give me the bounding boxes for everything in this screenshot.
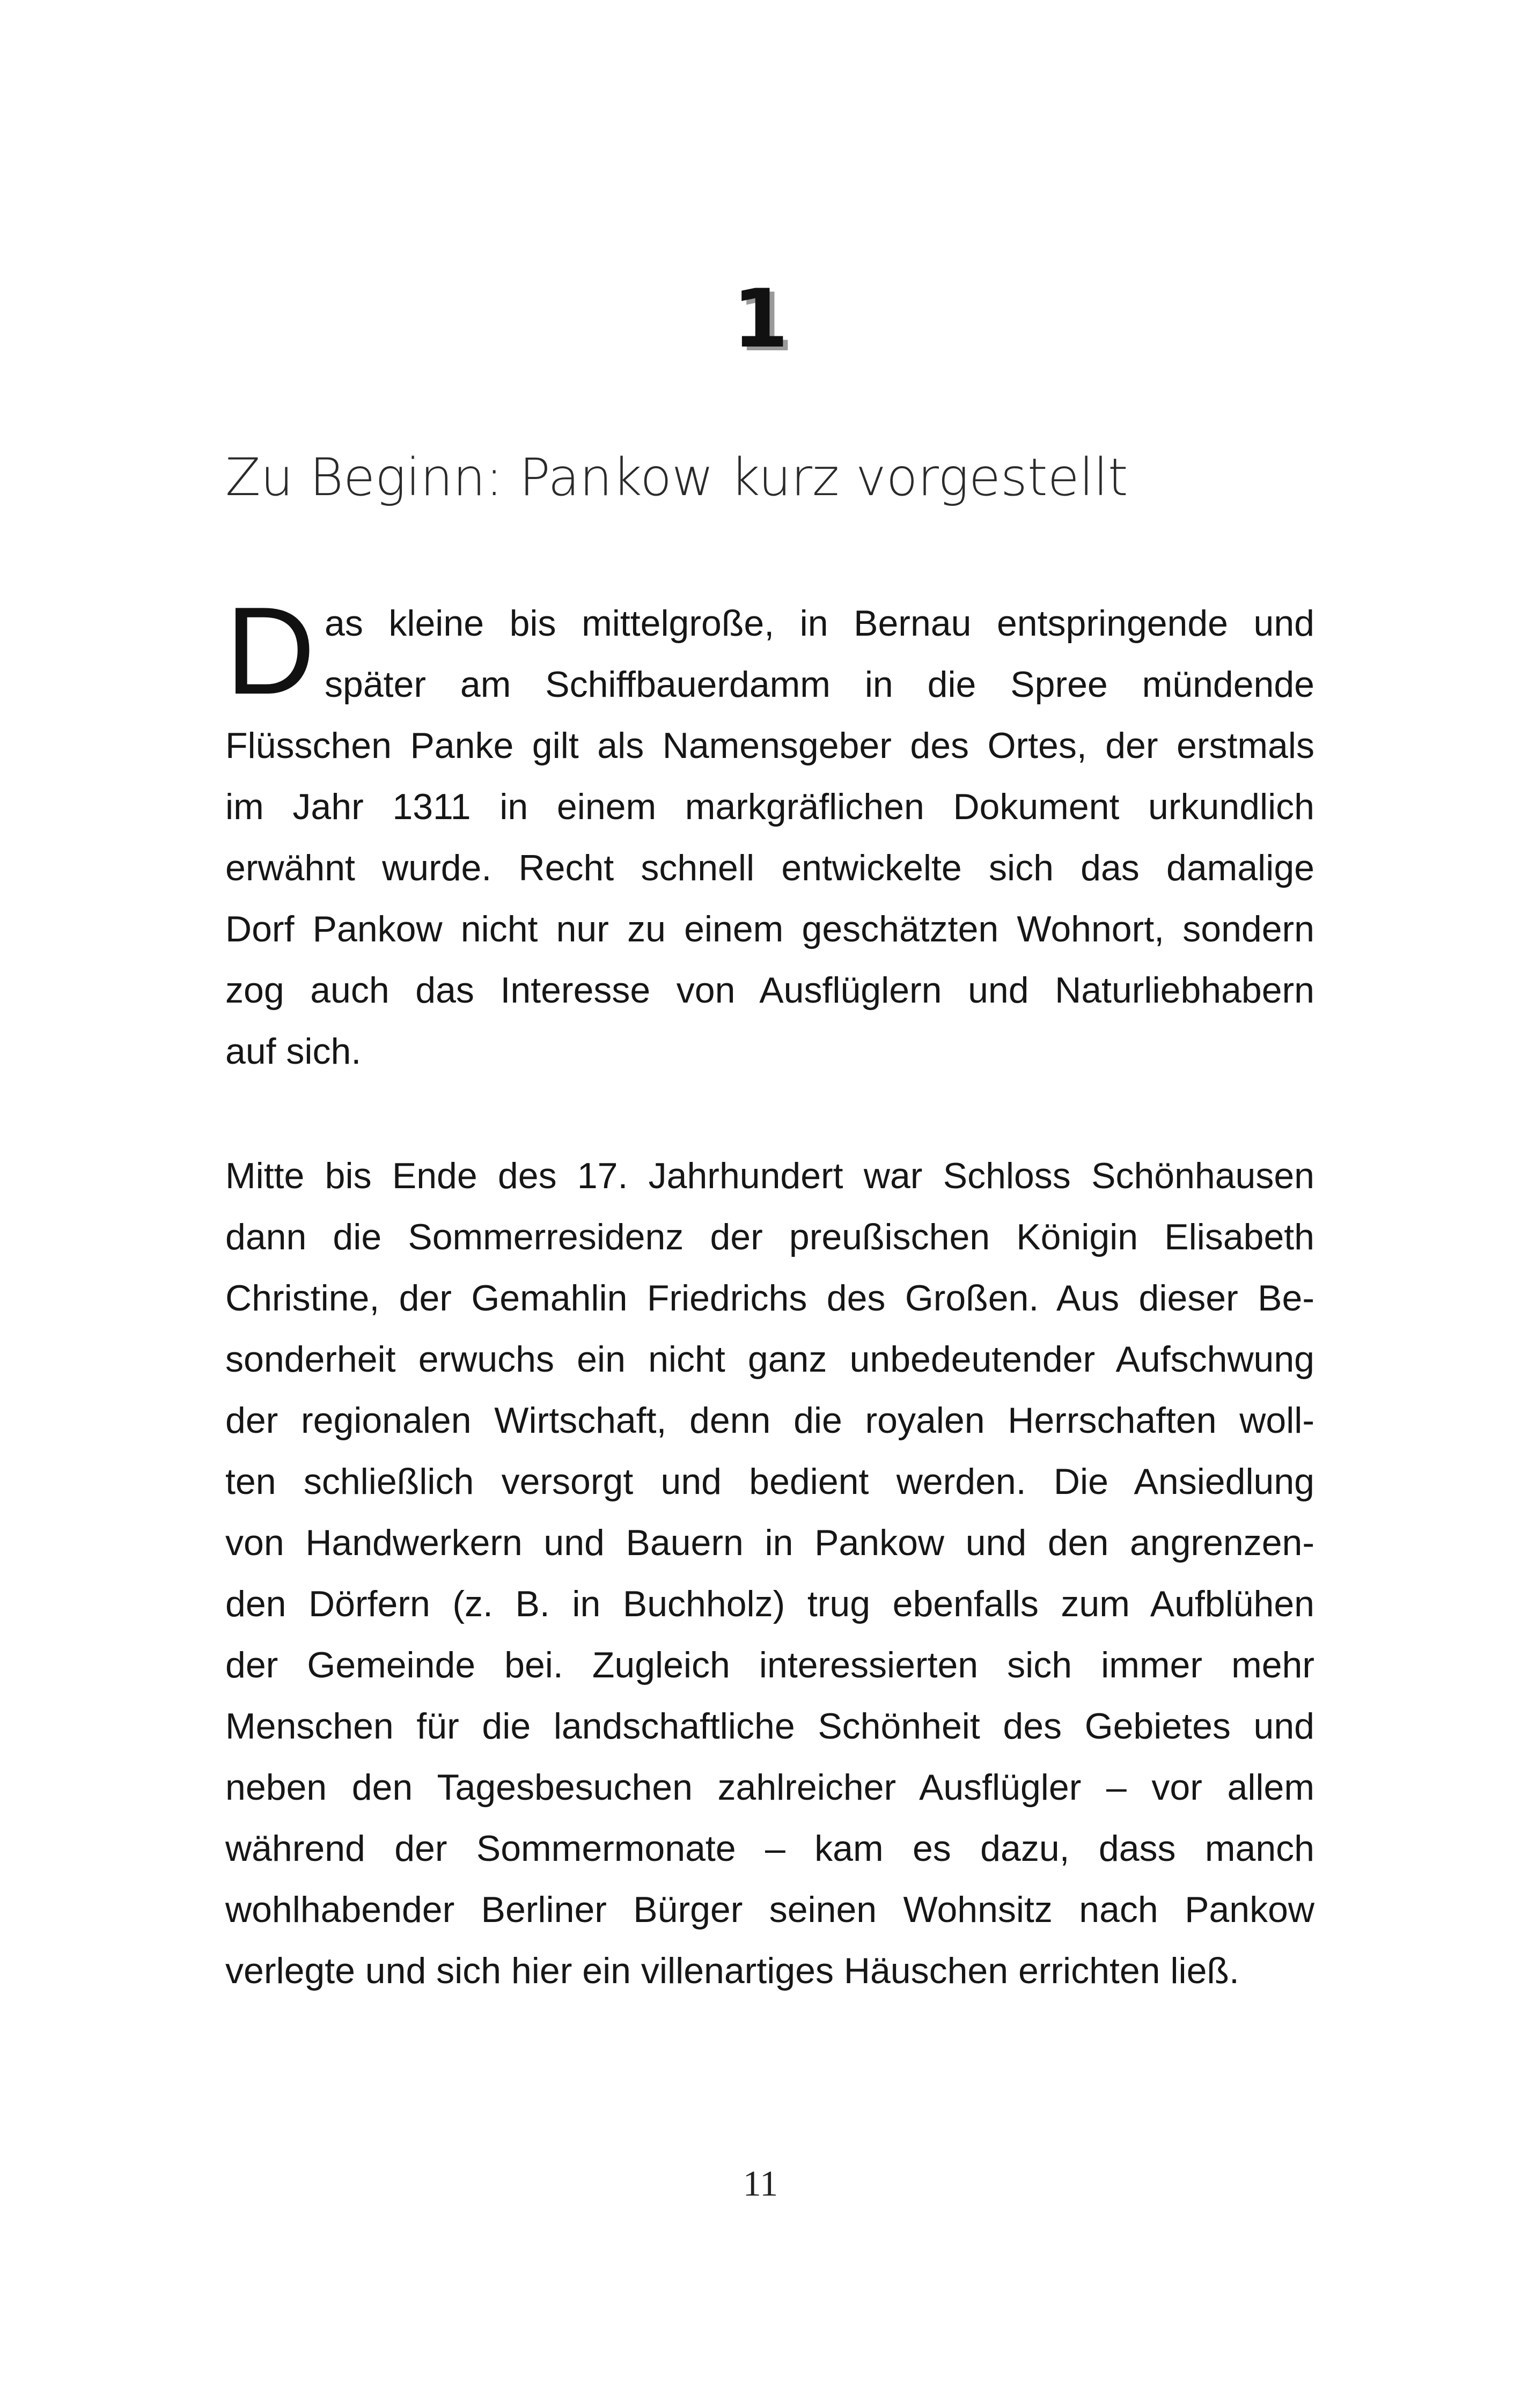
text-line: Flüsschen Panke gilt als Namensgeber des Ortes, der erstmals <box>225 725 1314 766</box>
text-line: auf sich. <box>225 1031 362 1072</box>
text-line: zog auch das Interesse von Ausflüglern und Naturliebhabern <box>225 970 1314 1011</box>
text-line: während der Sommermonate – kam es dazu, dass manch <box>225 1828 1314 1869</box>
text-line: Menschen für die landschaftliche Schönheit des Gebietes und <box>225 1706 1314 1747</box>
page-number: 11 <box>743 2163 778 2204</box>
text-line: der Gemeinde bei. Zugleich interessierten sich immer mehr <box>225 1645 1314 1685</box>
text-line: Dorf Pankow nicht nur zu einem geschätzten Wohnort, sondern <box>225 909 1314 949</box>
text-line: wohlhabender Berliner Bürger seinen Wohnsitz nach Pankow <box>225 1889 1314 1930</box>
text-line: Mitte bis Ende des 17. Jahrhundert war Schloss Schönhausen <box>225 1155 1314 1196</box>
text-line: dann die Sommerresidenz der preußischen Königin Elisabeth <box>225 1217 1314 1257</box>
chapter-number: 1 <box>732 273 789 366</box>
text-line: später am Schiffbauerdamm in die Spree mündende <box>325 664 1314 705</box>
text-line: neben den Tagesbesuchen zahlreicher Ausflügler – vor allem <box>225 1767 1314 1808</box>
text-line: im Jahr 1311 in einem markgräflichen Dokument urkundlich <box>225 786 1314 827</box>
text-line: as kleine bis mittelgroße, in Bernau entspringende und <box>325 603 1314 644</box>
paragraph-2 <box>225 1145 1314 2001</box>
text-line: verlegte und sich hier ein villenartiges Häuschen errichten ließ. <box>225 1950 1239 1991</box>
text-line: Christine, der Gemahlin Friedrichs des Großen. Aus dieser Be- <box>225 1278 1314 1319</box>
chapter-title: Zu Beginn: Pankow kurz vorgestellt <box>225 447 1128 507</box>
text-line: der regionalen Wirtschaft, denn die royalen Herrschaften woll- <box>225 1400 1314 1441</box>
drop-cap: D <box>225 581 315 720</box>
text-line: den Dörfern (z. B. in Buchholz) trug ebenfalls zum Aufblühen <box>225 1584 1314 1624</box>
text-line: ten schließlich versorgt und bedient werden. Die Ansiedlung <box>225 1461 1314 1502</box>
text-line: erwähnt wurde. Recht schnell entwickelte sich das damalige <box>225 848 1314 888</box>
text-line: sonderheit erwuchs ein nicht ganz unbedeutender Aufschwung <box>225 1339 1314 1380</box>
text-line: von Handwerkern und Bauern in Pankow und den angrenzen- <box>225 1522 1314 1563</box>
paragraph-1 <box>225 593 1314 1082</box>
